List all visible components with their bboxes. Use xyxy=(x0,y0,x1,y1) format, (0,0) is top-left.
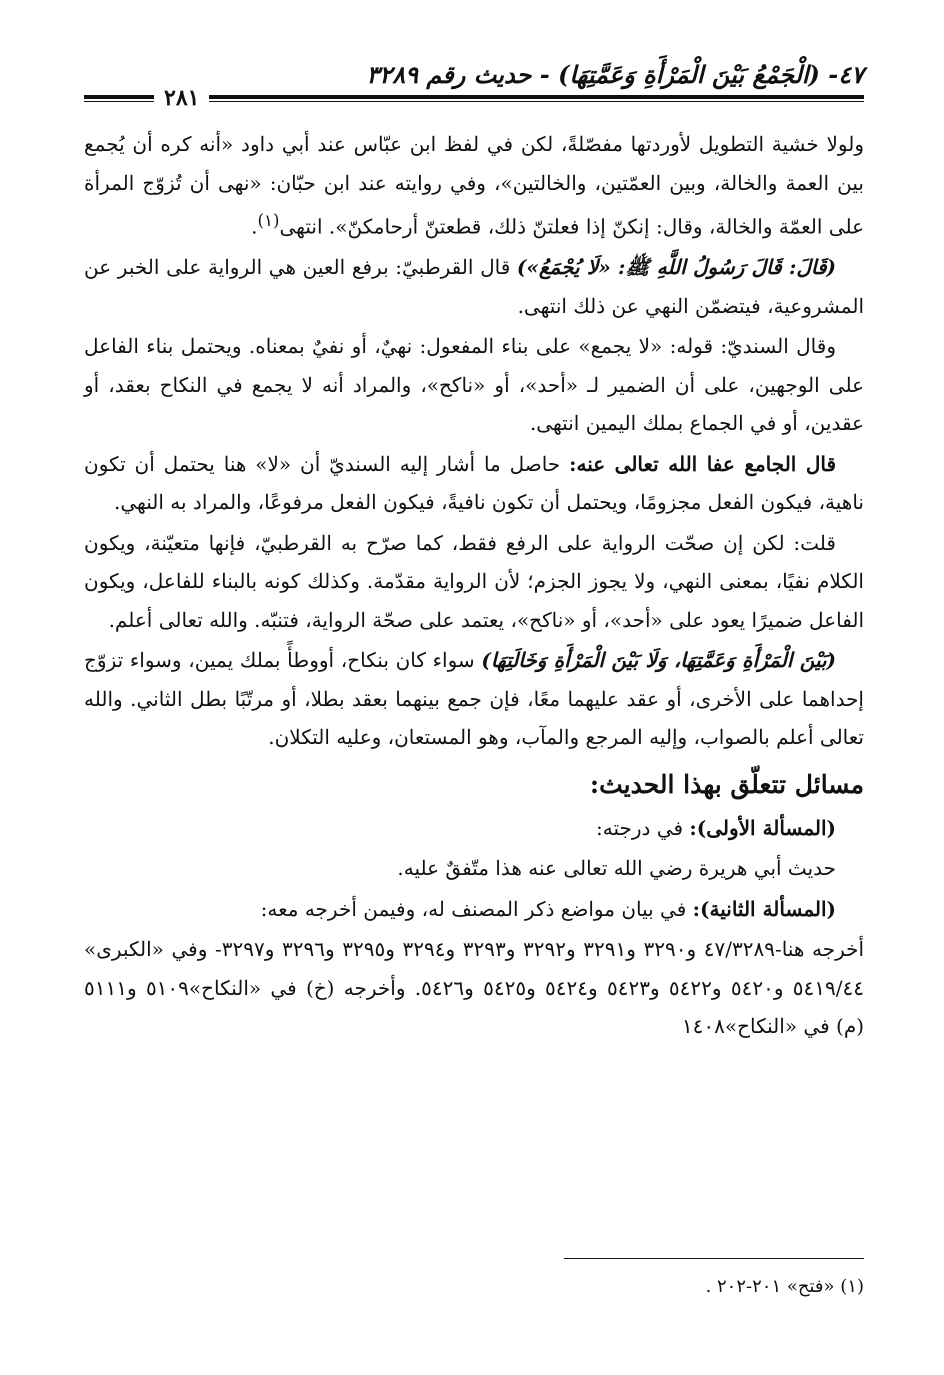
paragraph-4-text: حاصل ما أشار إليه السنديّ أن «لا» هنا يحتمل أن تكون ناهية، فيكون الفعل مجزومًا، ويحتمل أن تكون نافيةً، فيكون الفعل مرفوعًا، والمراد به النهي. xyxy=(84,451,864,515)
paragraph-1 xyxy=(84,125,864,246)
compiler-note-lead: قال الجامع عفا الله تعالى عنه: xyxy=(569,451,837,476)
paragraph-1-end: . xyxy=(251,214,258,239)
issue-2-label: (المسألة الثانية): xyxy=(692,896,836,921)
issue-2-subject: في بيان مواضع ذكر المصنف له، وفيمن أخرجه معه: xyxy=(260,896,693,921)
issue-2-heading xyxy=(84,890,864,929)
hadith-quote-1: (قَالَ: قَالَ رَسُولُ اللَّهِ ﷺ: «لَا يُجْمَعُ») xyxy=(516,255,836,280)
page-number: ٢٨١ xyxy=(154,86,209,110)
paragraph-3: وقال السنديّ: قوله: «لا يجمع» على بناء المفعول: نهيٌ، أو نفيٌ بمعناه. ويحتمل بناء الفاعل على الوجهين، على أن الضمير لـ «أحد»، أو «ناكح»، والمراد أنه لا يجمع في النكاح بعقد، أو عقدين، أو في الجماع بملك اليمين انتهى. xyxy=(84,334,864,436)
paragraph-5: قلت: لكن إن صحّت الرواية على الرفع فقط، كما صرّح به القرطبيّ، فإنها متعيّنة، ويكون الكلام نفيًا، بمعنى النهي، ولا يجوز الجزم؛ لأن الرواية مقدّمة. وكذلك كونه بالبناء للفاعل، ويكون الفاعل ضميرًا يعود على «أحد»، أو «ناكح»، يعتمد على صحّة الرواية، فتنبّه. والله تعالى أعلم. xyxy=(84,530,864,632)
issue-1-subject: في درجته: xyxy=(596,815,690,840)
issue-2-text: أخرجه هنا-٤٧/٣٢٨٩ و٣٢٩٠ و٣٢٩١ و٣٢٩٢ و٣٢٩٣ و٣٢٩٤ و٣٢٩٥ و٣٢٩٦ و٣٢٩٧- وفي «الكبرى» ٥٤١٩/٤٤ و٥٤٢٠ و٥٤٢٢ و٥٤٢٣ و٥٤٢٤ و٥٤٢٥ و٥٤٢٦. وأخرجه (خ) في «النكاح»٥١٠٩ و٥١١١ (م) في «النكاح»١٤٠٨ xyxy=(84,937,865,1039)
paragraph-6 xyxy=(84,641,864,757)
footnote-marker: (١) xyxy=(257,211,280,230)
paragraph-2 xyxy=(84,248,864,325)
issue-1-text: حديث أبي هريرة رضي الله تعالى عنه هذا متّفقٌ عليه. xyxy=(397,856,836,881)
page-body xyxy=(84,125,864,1048)
footnote-rule xyxy=(564,1258,864,1259)
section-title: مسائل تتعلّق بهذا الحديث: xyxy=(589,769,864,799)
paragraph-2-text: قال القرطبيّ: برفع العين هي الرواية على الخبر عن المشروعية، فيتضمّن النهي عن ذلك انتهى. xyxy=(84,255,864,318)
hadith-quote-2: (بَيْنَ الْمَرْأَةِ وَعَمَّتِهَا، وَلَا بَيْنَ الْمَرْأَةِ وَخَالَتِهَا) xyxy=(481,648,837,673)
running-title: ٤٧- (الْجَمْعُ بَيْنَ الْمَرْأَةِ وَعَمَّتِهَا) - حديث رقم ٣٢٨٩ xyxy=(366,60,864,89)
page-header xyxy=(84,58,864,111)
issue-1-heading xyxy=(84,809,864,848)
issue-1-label: (المسألة الأولى): xyxy=(689,815,836,840)
footnote: (١) «فتح» ٢٠١-٢٠٢ . xyxy=(705,1276,864,1297)
paragraph-1-text: ولولا خشية التطويل لأوردتها مفصّلةً، لكن في لفظ ابن عبّاس عند أبي داود «أنه كره أن يُجمع بين العمة والخالة، وبين العمّتين، والخالتين»، وفي روايته عند ابن حبّان: «نهى أن تُزوّج المرأة على العمّة والخالة، وقال: إنكنّ إذا فعلتنّ ذلك، قطعتنّ أرحامكنّ». انتهى xyxy=(84,132,864,239)
paragraph-6-text: سواء كان بنكاح، أووطأً بملك يمين، وسواء تزوّج إحداهما على الأخرى، أو عقد عليهما معًا، فإن جمع بينهما بعقد بطلا، أو مرتّبًا بطل الثاني. والله تعالى أعلم بالصواب، وإليه المرجع والمآب، وهو المستعان، وعليه التكلان. xyxy=(84,648,864,750)
paragraph-4 xyxy=(84,445,864,522)
